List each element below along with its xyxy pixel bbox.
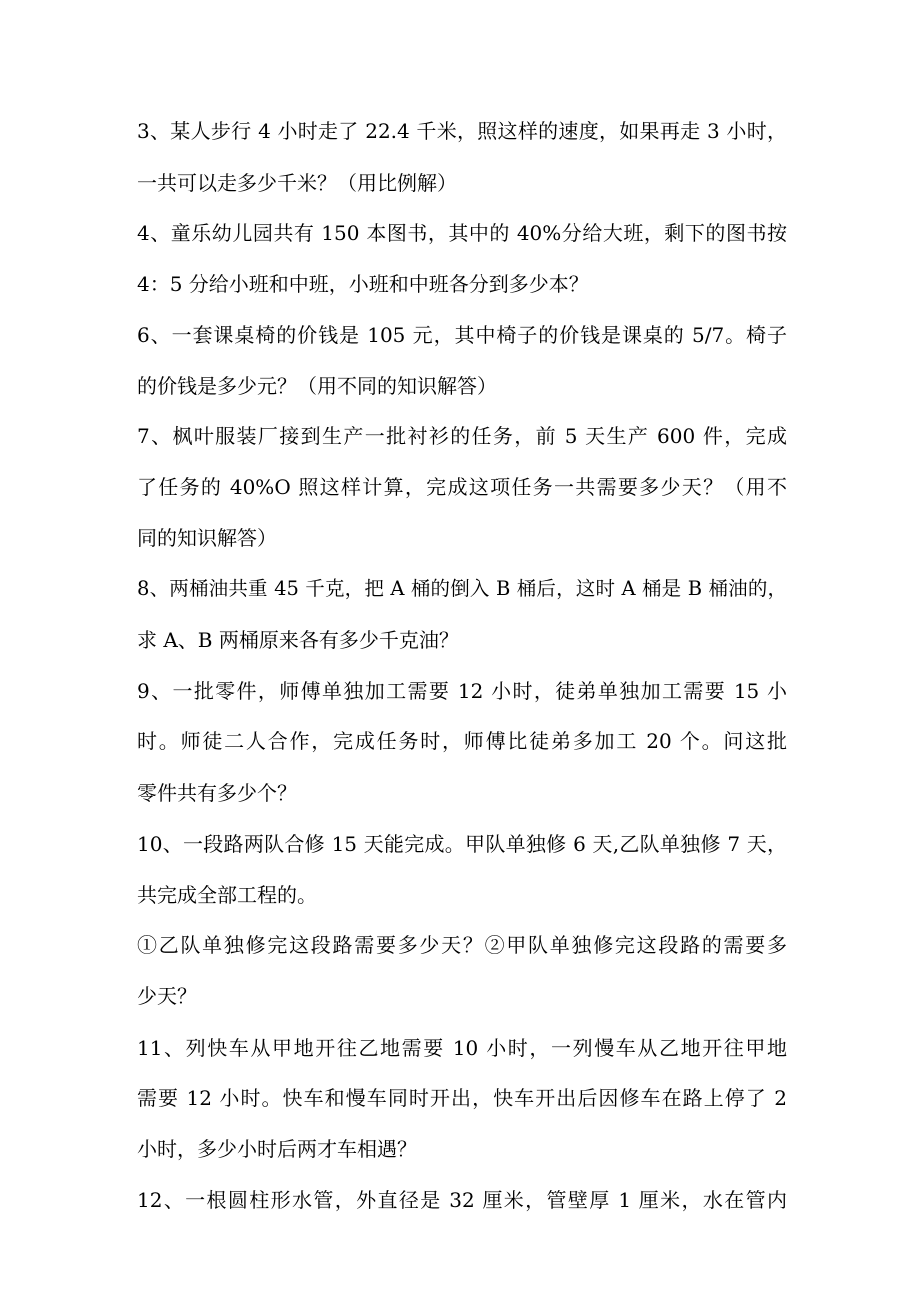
problem-6-line-2: 的价钱是多少元？（用不同的知识解答） bbox=[137, 374, 497, 398]
problem-7-line-3: 同的知识解答） bbox=[137, 526, 277, 550]
problem-7-line-1: 7、枫叶服装厂接到生产一批衬衫的任务，前 5 天生产 600 件，完成 bbox=[137, 424, 787, 448]
problem-3-line-1: 3、某人步行 4 小时走了 22.4 千米，照这样的速度，如果再走 3 小时， bbox=[137, 119, 787, 143]
problem-4-line-1: 4、童乐幼儿园共有 150 本图书，其中的 40%分给大班，剩下的图书按 bbox=[137, 221, 787, 245]
problem-7-line-2: 了任务的 40%O 照这样计算，完成这项任务一共需要多少天？（用不 bbox=[137, 475, 787, 499]
problem-11-line-3: 小时，多少小时后两才车相遇？ bbox=[137, 1137, 417, 1161]
problem-3-line-2: 一共可以走多少千米？（用比例解） bbox=[137, 171, 457, 195]
problem-10-line-1: 10、一段路两队合修 15 天能完成。甲队单独修 6 天,乙队单独修 7 天， bbox=[137, 832, 787, 856]
problem-11-line-1: 11、列快车从甲地开往乙地需要 10 小时，一列慢车从乙地开往甲地 bbox=[137, 1036, 787, 1060]
problem-4-line-2: 4：5 分给小班和中班，小班和中班各分到多少本？ bbox=[137, 272, 589, 296]
problem-12-line-1: 12、一根圆柱形水管，外直径是 32 厘米，管壁厚 1 厘米，水在管内 bbox=[137, 1188, 787, 1212]
problem-10-line-4: 少天？ bbox=[137, 984, 197, 1008]
problem-10-line-3: ①乙队单独修完这段路需要多少天？②甲队单独修完这段路的需要多 bbox=[137, 933, 787, 957]
problem-8-line-2: 求 A、B 两桶原来各有多少千克油？ bbox=[137, 628, 459, 652]
problem-9-line-1: 9、一批零件，师傅单独加工需要 12 小时，徒弟单独加工需要 15 小 bbox=[137, 679, 787, 703]
problem-9-line-3: 零件共有多少个？ bbox=[137, 781, 297, 805]
problem-11-line-2: 需要 12 小时。快车和慢车同时开出，快车开出后因修车在路上停了 2 bbox=[137, 1086, 787, 1110]
problem-8-line-1: 8、两桶油共重 45 千克，把 A 桶的倒入 B 桶后，这时 A 桶是 B 桶油的， bbox=[137, 577, 787, 600]
problem-10-line-2: 共完成全部工程的。 bbox=[137, 883, 317, 907]
problem-9-line-2: 时。师徒二人合作，完成任务时，师傅比徒弟多加工 20 个。问这批 bbox=[137, 729, 787, 753]
problem-6-line-1: 6、一套课桌椅的价钱是 105 元，其中椅子的价钱是课桌的 5/7。椅子 bbox=[137, 323, 787, 347]
